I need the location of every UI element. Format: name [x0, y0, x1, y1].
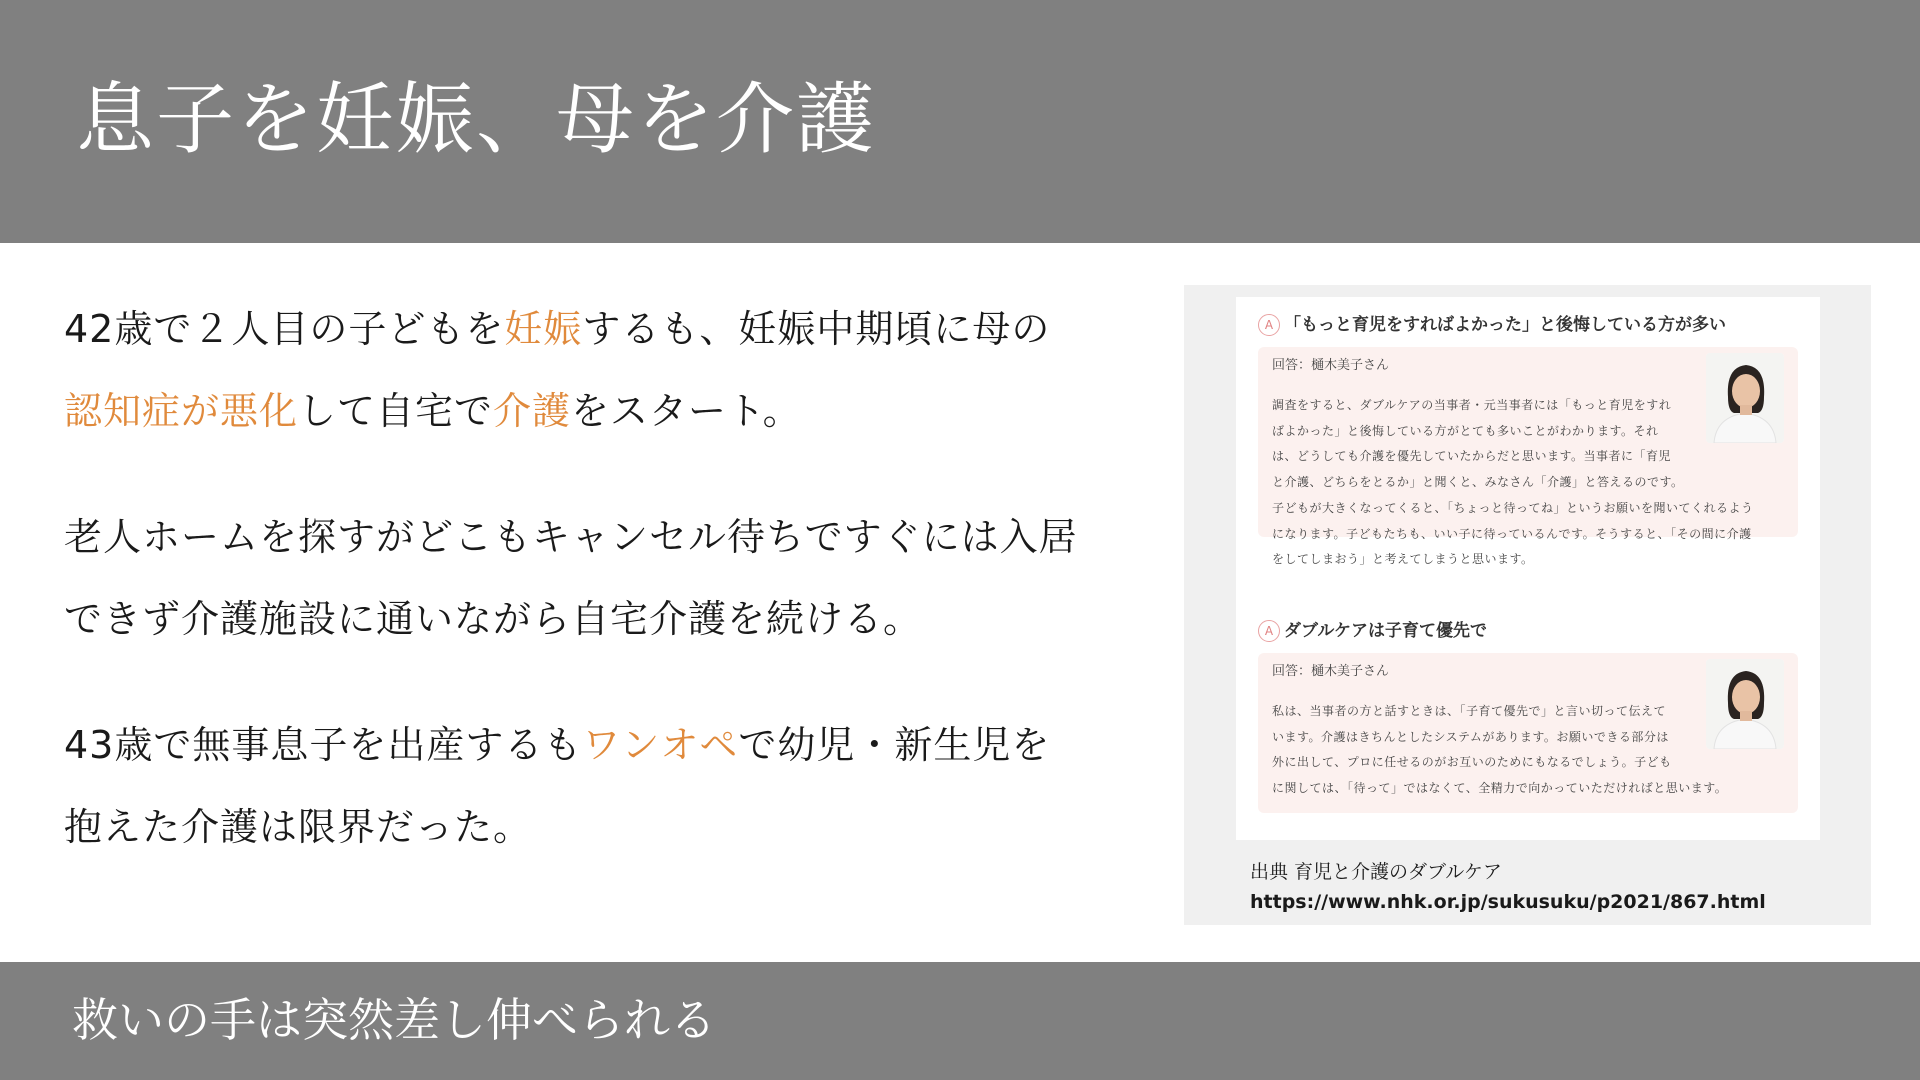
body-paragraph — [64, 496, 1124, 660]
answer-line: 調査をすると、ダブルケアの当事者・元当事者には「もっと育児をすれ — [1272, 398, 1672, 412]
answerer-label: 回答：樋木美子さん — [1272, 664, 1390, 679]
answerer-label: 回答：樋木美子さん — [1272, 358, 1390, 373]
answer-box — [1258, 347, 1798, 567]
answer-text — [1272, 393, 1754, 573]
qa-heading-text: ダブルケアは子育て優先で — [1284, 621, 1487, 641]
qa-heading-text: 「もっと育児をすればよかった」と後悔している方が多い — [1284, 315, 1726, 335]
text-segment: するも、妊娠中期頃に母の — [582, 307, 1051, 351]
body-text — [64, 288, 1124, 912]
qa-heading — [1258, 617, 1487, 645]
footer-message: 救いの手は突然差し伸べられる — [72, 993, 716, 1047]
header-bar — [0, 0, 1920, 243]
source-screenshot-panel — [1184, 285, 1871, 925]
body-line — [64, 704, 1124, 786]
answer-line: に関しては、「待って」ではなくて、全精力で向かっていただければと思います。 — [1272, 781, 1728, 796]
answer-line: 外に出して、プロに任せるのがお互いのためにもなるでしょう。子ども — [1272, 755, 1672, 770]
answer-text — [1272, 699, 1727, 802]
citation-url: https://www.nhk.or.jp/sukusuku/p2021/867.html — [1250, 891, 1766, 913]
text-segment: 43歳で無事息子を出産するも — [64, 723, 583, 767]
answer-line: は、どうしても介護を優先していたからだと思います。当事者に「育児 — [1272, 449, 1672, 464]
highlighted-phrase: ワンオペ — [582, 723, 739, 767]
qa-heading — [1258, 311, 1726, 339]
highlighted-phrase: 介護 — [493, 389, 572, 433]
answer-line: います。介護はきちんとしたシステムがあります。お願いできる部分は — [1272, 729, 1669, 744]
answer-line: ばよかった」と後悔している方がとても多いことがわかります。それ — [1272, 423, 1659, 438]
slide-title: 息子を妊娠、母を介護 — [76, 75, 877, 165]
answer-box — [1258, 653, 1798, 813]
citation-title: 出典 育児と介護のダブルケア — [1250, 861, 1502, 883]
body-line — [64, 496, 1124, 578]
answer-badge-icon: A — [1258, 314, 1280, 336]
answerer-photo — [1706, 353, 1784, 443]
text-segment: 42歳で２人目の子どもを — [64, 307, 505, 351]
body-line — [64, 578, 1124, 660]
body-line — [64, 370, 1124, 452]
answer-line: をしてしまおう」と考えてしまうと思います。 — [1272, 552, 1534, 567]
answer-line: 私は、当事者の方と話すときは、「子育て優先で」と言い切って伝えて — [1272, 704, 1667, 718]
text-segment: で幼児・新生児を — [738, 723, 1051, 767]
highlighted-phrase: 認知症が悪化 — [64, 389, 299, 433]
footer-bar — [0, 962, 1920, 1080]
text-segment: できず介護施設に通いながら自宅介護を続ける。 — [64, 597, 923, 641]
body-paragraph — [64, 704, 1124, 868]
answer-badge-icon: A — [1258, 620, 1280, 642]
answer-line: 子どもが大きくなってくると、「ちょっと待ってね」というお願いを聞いてくれるよう — [1272, 500, 1754, 515]
text-segment: をスタート。 — [571, 389, 802, 433]
answerer-photo — [1706, 659, 1784, 749]
article-screenshot — [1236, 297, 1820, 840]
highlighted-phrase: 妊娠 — [504, 307, 583, 351]
answer-line: と介護、どちらをとるか」と聞くと、みなさん「介護」と答えるのです。 — [1272, 475, 1684, 490]
body-paragraph — [64, 288, 1124, 452]
body-line — [64, 786, 1124, 868]
text-segment: 抱えた介護は限界だった。 — [64, 805, 533, 849]
body-line — [64, 288, 1124, 370]
text-segment: 老人ホームを探すがどこもキャンセル待ちですぐには入居 — [64, 515, 1078, 559]
text-segment: して自宅で — [298, 389, 494, 433]
answer-line: になります。子どもたちも、いい子に待っているんです。そうすると、「その間に介護 — [1272, 526, 1752, 541]
citation — [1250, 857, 1850, 917]
